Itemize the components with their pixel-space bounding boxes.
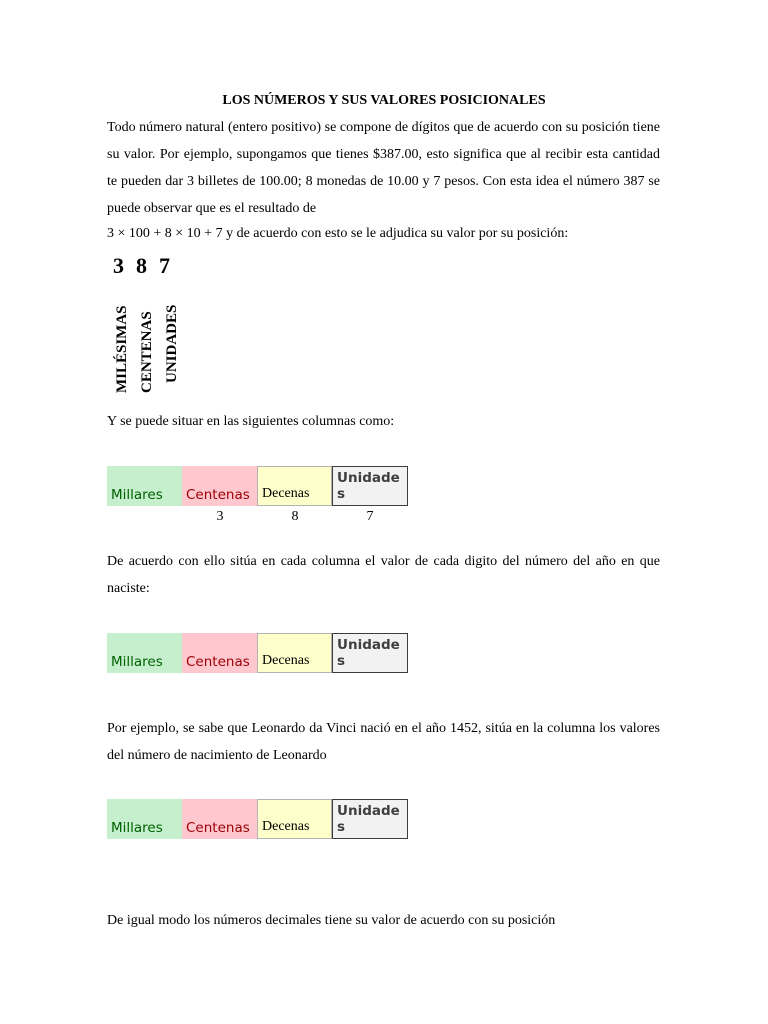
number-digits: [113, 254, 182, 278]
digit-units: 7: [159, 253, 170, 278]
label-milesimas: MILÉSIMAS: [114, 305, 130, 393]
header-unidades[interactable]: Unidades: [332, 799, 408, 839]
place-value-table-birth-year: [107, 633, 409, 673]
digit-tens: 8: [136, 253, 147, 278]
header-centenas[interactable]: Centenas: [182, 633, 257, 673]
header-centenas: Centenas: [182, 466, 257, 506]
header-decenas[interactable]: Decenas: [257, 633, 332, 673]
header-unidades[interactable]: Unidades: [332, 633, 408, 673]
label-centenas: CENTENAS: [139, 311, 155, 393]
header-millares[interactable]: Millares: [107, 799, 182, 839]
intro-paragraph: Todo número natural (entero positivo) se compone de dígitos que de acuerdo con su posición tiene su valor. Por ejemplo, supongamos que tienes $387.00, esto significa que al recibir esta cantidad te pueden dar 3 billetes de 100.00; 8 monedas de 10.00 y 7 pesos. Con esta idea el número 387 se puede observar que es el resultado de: [107, 120, 660, 216]
document-title: LOS NÚMEROS Y SUS VALORES POSICIONALES: [222, 93, 546, 108]
digit-hundreds: 3: [113, 253, 124, 278]
header-centenas[interactable]: Centenas: [182, 799, 257, 839]
value-decenas: 8: [291, 509, 299, 524]
value-centenas: 3: [216, 509, 224, 524]
leonardo-paragraph: Por ejemplo, se sabe que Leonardo da Vinci nació en el año 1452, sitúa en la columna los valores del número de nacimiento de Leonardo: [107, 721, 660, 763]
birth-year-paragraph: De acuerdo con ello sitúa en cada columna el valor de cada digito del número del año en que naciste:: [107, 554, 660, 596]
columns-paragraph: Y se puede situar en las siguientes columnas como:: [107, 414, 395, 429]
header-millares: Millares: [107, 466, 182, 506]
value-unidades: 7: [366, 509, 374, 524]
label-unidades: UNIDADES: [164, 304, 180, 383]
place-value-table-leonardo: [107, 799, 409, 839]
formula-line: 3 × 100 + 8 × 10 + 7 y de acuerdo con esto se le adjudica su valor por su posición:: [107, 226, 569, 241]
header-decenas: Decenas: [257, 466, 332, 506]
header-unidades: Unidades: [332, 466, 408, 506]
example-values-row: [107, 509, 409, 527]
header-millares[interactable]: Millares: [107, 633, 182, 673]
decimals-paragraph: De igual modo los números decimales tiene su valor de acuerdo con su posición: [107, 913, 556, 928]
place-value-table-example: [107, 466, 409, 506]
header-decenas[interactable]: Decenas: [257, 799, 332, 839]
